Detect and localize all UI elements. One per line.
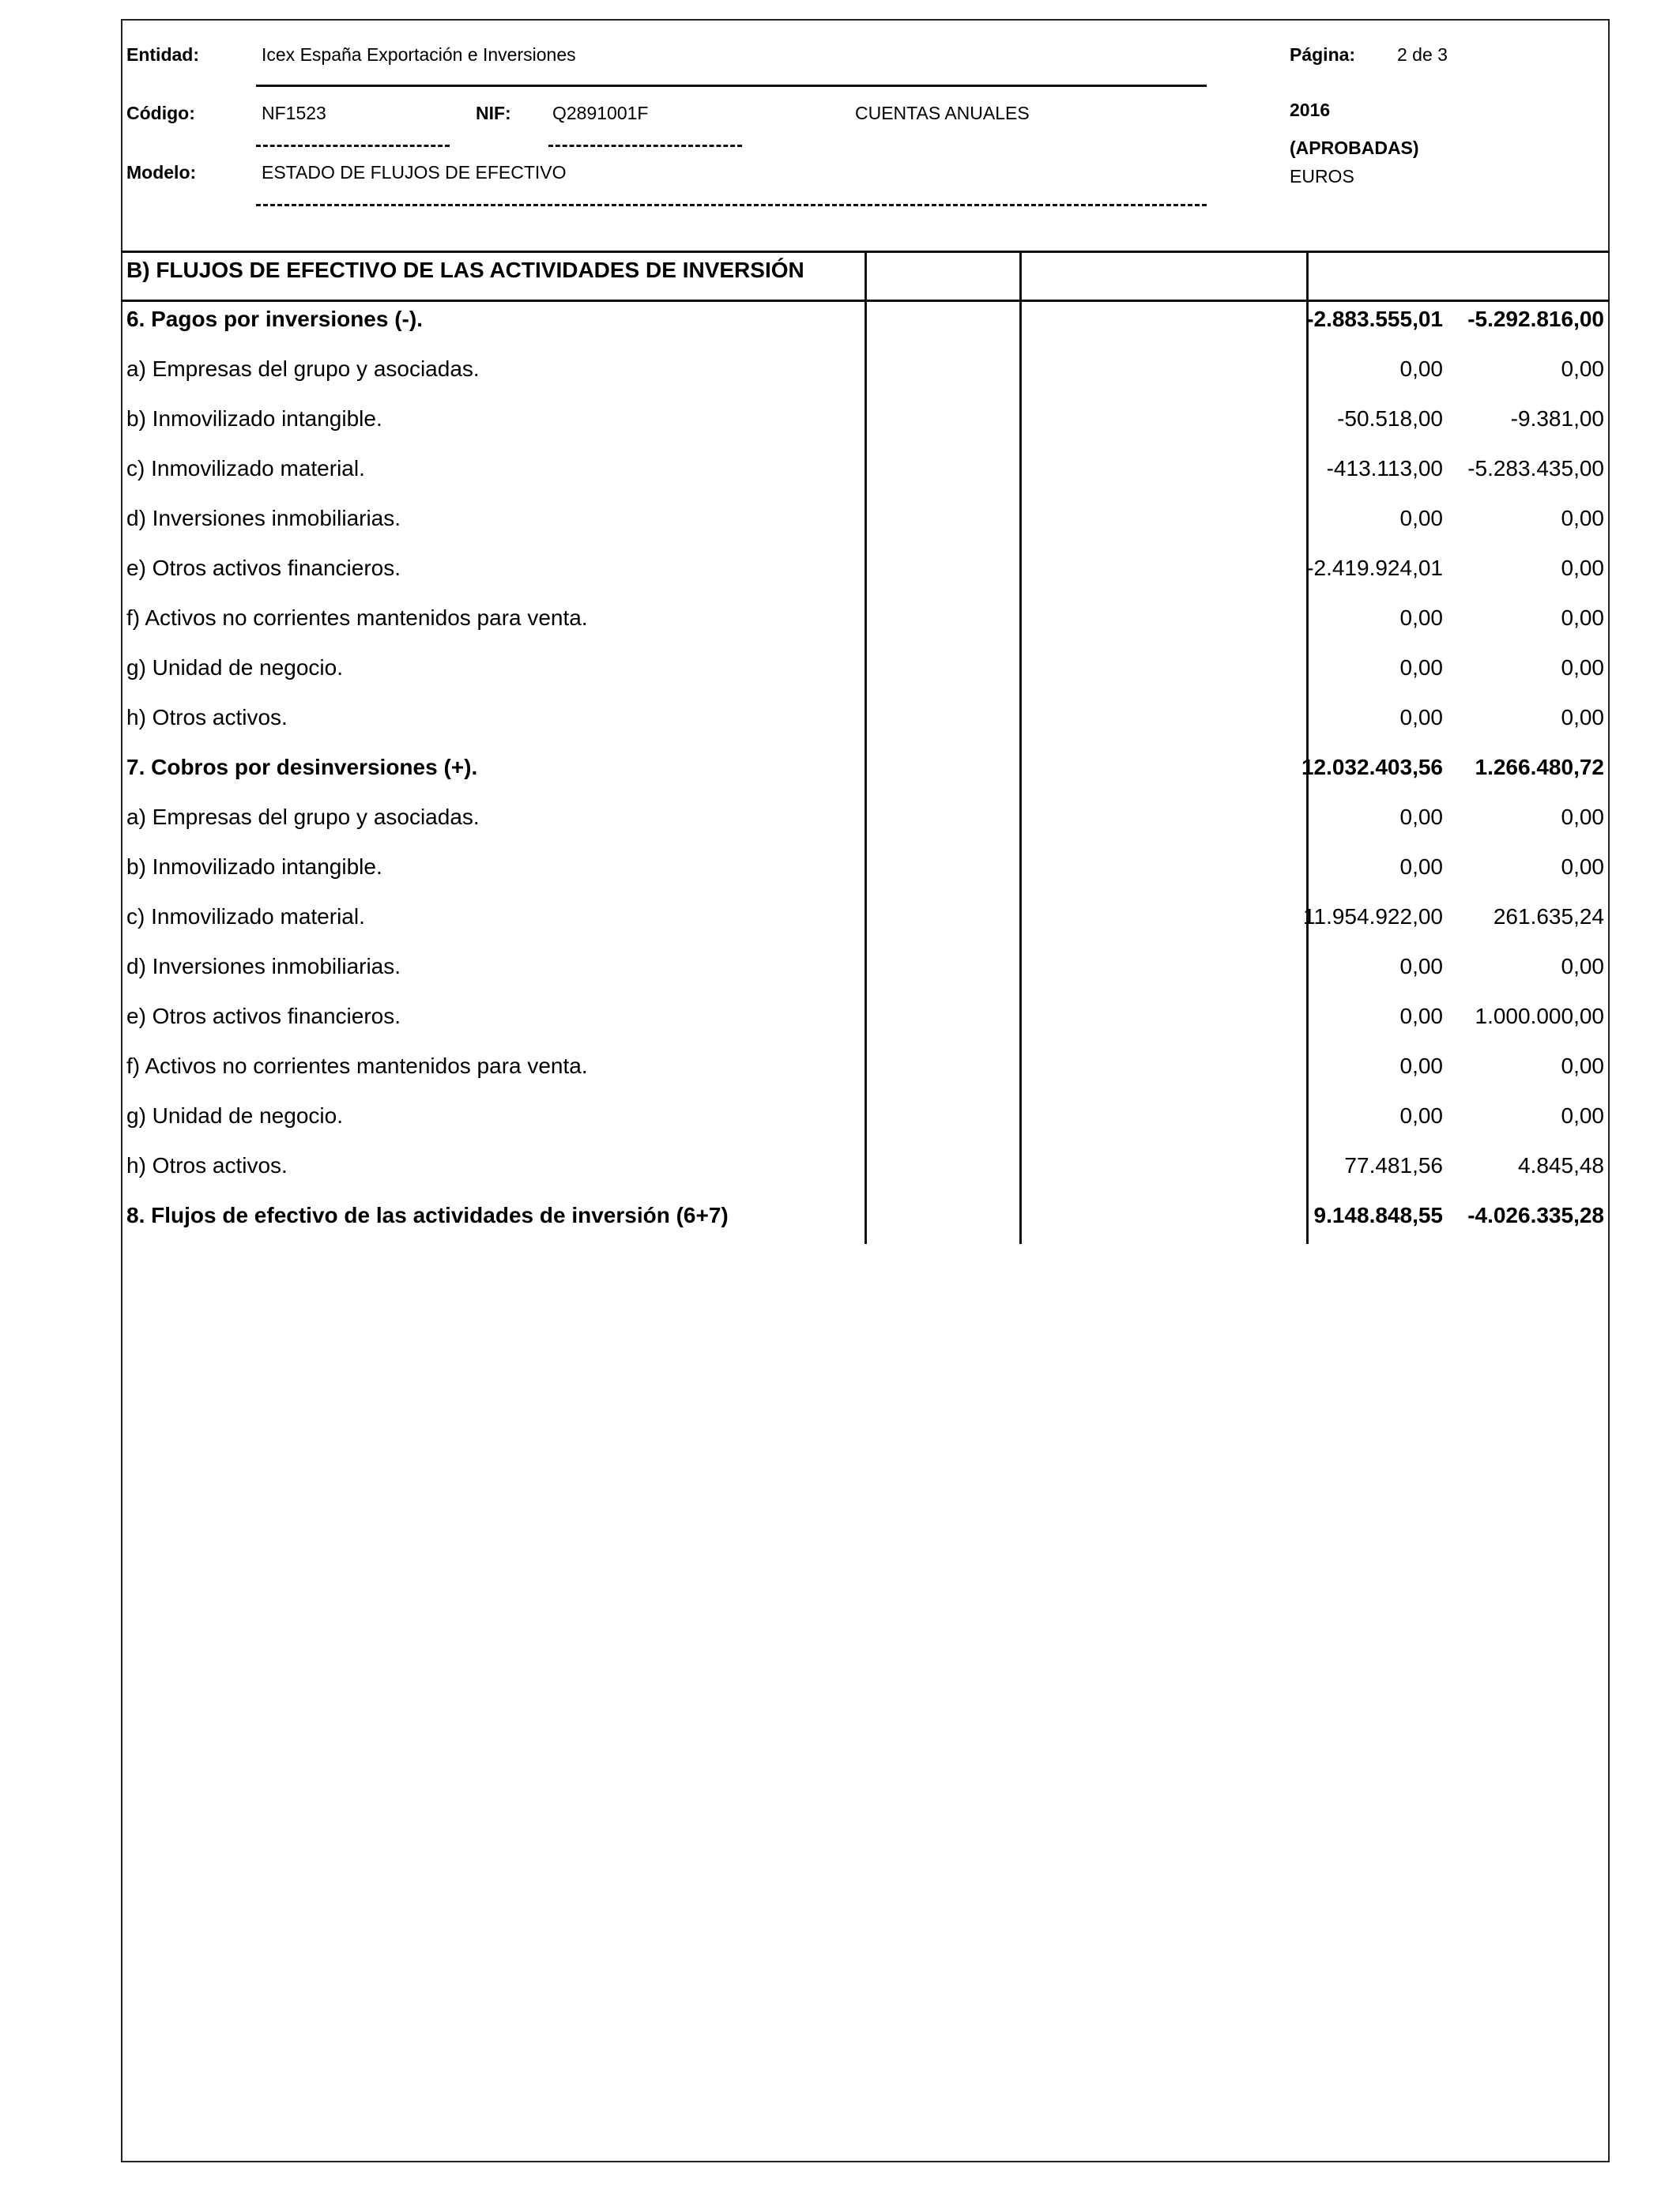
row-label: f) Activos no corrientes mantenidos para venta. <box>126 1054 588 1078</box>
row-label: c) Inmovilizado material. <box>126 456 365 481</box>
row-value-col2: -5.283.435,00 <box>1467 456 1604 481</box>
pagina-label: Página: <box>1290 44 1356 65</box>
table-row <box>126 904 1607 936</box>
row-label: f) Activos no corrientes mantenidos para venta. <box>126 605 588 630</box>
row-label: b) Inmovilizado intangible. <box>126 854 382 879</box>
currency: EUROS <box>1290 166 1354 187</box>
row-value-col1: 0,00 <box>1399 356 1443 381</box>
row-value-col2: 0,00 <box>1561 705 1604 729</box>
row-value-col2: 1.000.000,00 <box>1475 1004 1604 1028</box>
row-value-col1: 12.032.403,56 <box>1301 755 1443 779</box>
table-row <box>126 406 1607 438</box>
table-row <box>126 1004 1607 1035</box>
row-value-col1: 0,00 <box>1399 854 1443 879</box>
row-label: a) Empresas del grupo y asociadas. <box>126 805 480 829</box>
codigo-dashed-line <box>256 145 450 147</box>
column-divider-2 <box>1019 251 1022 1244</box>
row-label: d) Inversiones inmobiliarias. <box>126 954 401 978</box>
row-value-col1: 0,00 <box>1399 954 1443 978</box>
table-row <box>126 356 1607 388</box>
row-value-col1: -2.419.924,01 <box>1306 556 1443 580</box>
row-value-col2: 261.635,24 <box>1493 904 1604 929</box>
row-value-col1: 0,00 <box>1399 705 1443 729</box>
row-value-col2: 0,00 <box>1561 1054 1604 1078</box>
modelo-value: ESTADO DE FLUJOS DE EFECTIVO <box>262 162 567 183</box>
table-row <box>126 1153 1607 1185</box>
table-row <box>126 854 1607 886</box>
row-label: h) Otros activos. <box>126 1153 288 1178</box>
table-row <box>126 1103 1607 1135</box>
nif-dashed-line <box>548 145 742 147</box>
row-value-col1: 77.481,56 <box>1344 1153 1443 1178</box>
codigo-label: Código: <box>126 103 195 123</box>
row-label: a) Empresas del grupo y asociadas. <box>126 356 480 381</box>
row-value-col1: 0,00 <box>1399 1054 1443 1078</box>
row-value-col2: 4.845,48 <box>1518 1153 1604 1178</box>
row-value-col2: 0,00 <box>1561 605 1604 630</box>
row-value-col1: 0,00 <box>1399 605 1443 630</box>
row-value-col2: -5.292.816,00 <box>1467 307 1604 331</box>
table-row <box>126 755 1607 786</box>
row-value-col1: 0,00 <box>1399 1103 1443 1128</box>
section-title: B) FLUJOS DE EFECTIVO DE LAS ACTIVIDADES DE INVERSIÓN <box>126 258 804 282</box>
row-value-col1: 9.148.848,55 <box>1313 1203 1443 1227</box>
row-label: 6. Pagos por inversiones (-). <box>126 307 423 331</box>
row-label: g) Unidad de negocio. <box>126 1103 343 1128</box>
row-value-col2: 0,00 <box>1561 854 1604 879</box>
row-label: b) Inmovilizado intangible. <box>126 406 382 431</box>
modelo-dashed-line <box>256 204 1207 206</box>
row-value-col1: 0,00 <box>1399 805 1443 829</box>
codigo-value: NF1523 <box>262 103 326 123</box>
row-value-col1: -413.113,00 <box>1326 456 1443 481</box>
entidad-value: Icex España Exportación e Inversiones <box>262 44 576 65</box>
row-value-col1: -2.883.555,01 <box>1306 307 1443 331</box>
row-value-col2: -4.026.335,28 <box>1467 1203 1604 1227</box>
table-row <box>126 1203 1607 1235</box>
table-row <box>126 506 1607 537</box>
row-label: e) Otros activos financieros. <box>126 1004 401 1028</box>
row-value-col1: 11.954.922,00 <box>1303 904 1443 929</box>
row-label: e) Otros activos financieros. <box>126 556 401 580</box>
entidad-label: Entidad: <box>126 44 199 65</box>
table-row <box>126 456 1607 488</box>
row-value-col1: 0,00 <box>1399 655 1443 680</box>
row-value-col2: 0,00 <box>1561 356 1604 381</box>
row-value-col1: 0,00 <box>1399 1004 1443 1028</box>
table-row <box>126 805 1607 836</box>
column-divider-1 <box>864 251 867 1244</box>
report-type: CUENTAS ANUALES <box>855 103 1030 123</box>
row-value-col2: 0,00 <box>1561 954 1604 978</box>
pagina-value: 2 de 3 <box>1397 44 1448 65</box>
modelo-label: Modelo: <box>126 162 197 183</box>
entidad-underline <box>256 85 1207 87</box>
row-value-col2: -9.381,00 <box>1510 406 1604 431</box>
row-value-col2: 0,00 <box>1561 506 1604 530</box>
row-value-col1: 0,00 <box>1399 506 1443 530</box>
row-label: 7. Cobros por desinversiones (+). <box>126 755 478 779</box>
row-label: h) Otros activos. <box>126 705 288 729</box>
row-label: g) Unidad de negocio. <box>126 655 343 680</box>
year: 2016 <box>1290 100 1331 120</box>
row-value-col1: -50.518,00 <box>1337 406 1443 431</box>
row-label: 8. Flujos de efectivo de las actividades de inversión (6+7) <box>126 1203 729 1227</box>
table-row <box>126 556 1607 587</box>
row-value-col2: 0,00 <box>1561 556 1604 580</box>
table-row <box>126 655 1607 687</box>
row-value-col2: 0,00 <box>1561 655 1604 680</box>
row-value-col2: 0,00 <box>1561 1103 1604 1128</box>
row-value-col2: 1.266.480,72 <box>1475 755 1604 779</box>
status: (APROBADAS) <box>1290 138 1419 158</box>
row-value-col2: 0,00 <box>1561 805 1604 829</box>
table-row <box>126 605 1607 637</box>
row-label: d) Inversiones inmobiliarias. <box>126 506 401 530</box>
table-row <box>126 954 1607 986</box>
table-row <box>126 1054 1607 1085</box>
table-row <box>126 705 1607 737</box>
row-label: c) Inmovilizado material. <box>126 904 365 929</box>
table-row <box>126 307 1607 338</box>
column-divider-3 <box>1306 251 1309 1244</box>
nif-value: Q2891001F <box>552 103 649 123</box>
nif-label: NIF: <box>476 103 511 123</box>
